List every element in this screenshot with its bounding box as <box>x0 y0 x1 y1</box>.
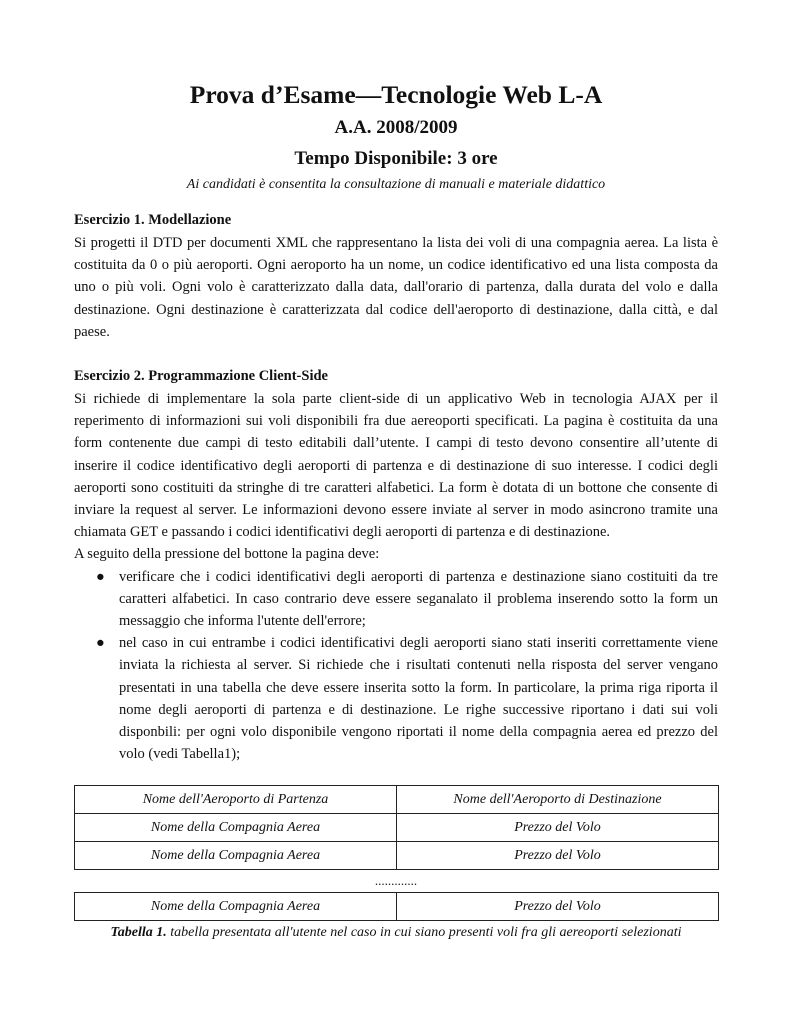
exercise-1 <box>74 209 718 343</box>
table-row <box>75 842 719 870</box>
bullet-icon: ● <box>96 635 105 652</box>
table-cell: Nome della Compagnia Aerea <box>75 814 397 842</box>
table-row <box>75 786 719 814</box>
list-item <box>74 566 718 633</box>
table-cell: Nome della Compagnia Aerea <box>75 893 397 921</box>
list-item-text: nel caso in cui entrambe i codici identificativi degli aeroporti siano stati inseriti correttamente viene inviata la richiesta al server. Si richiede che i risultati contenuti nella risposta del server vengano presentati in una tabella che deve essere inserita sotto la form. In particolare, la prima riga riporta il nome degli aeroporti di partenza e di destinazione. Le righe successive riportano i dati sui voli disponbili: per ogni volo disponibile vengono riportati il nome della compagnia aerea ed prezzo del volo (vedi Tabella1); <box>119 635 718 763</box>
consultation-note: Ai candidati è consentita la consultazione di manuali e materiale didattico <box>186 177 606 192</box>
bullet-icon: ● <box>96 568 105 585</box>
caption-text: tabella presentata all'utente nel caso in cui siano presenti voli fra gli aereoporti selezionati <box>166 925 682 941</box>
exam-document <box>74 78 718 945</box>
exercise-2-text: Si richiede di implementare la sola parte client-side di un applicativo Web in tecnologia AJAX per il reperimento di informazioni sui voli disponibili fra due aereoporti specificati. La pagina è costituita da una form contenente due campi di testo editabili dall’utente. I campi di testo devono consentire all’utente di inserire il codice identificativo degli aeroporti di partenza e di destinazione di suo interesse. I codici degli aeroporti sono costituiti da stringhe di tre caratteri alfabetici. La form è dotata di un bottone che consente di inviare la request al server. Le informazioni devono essere inviate al server in modo asincrono tramite una chiamata GET e passando i codici identificativi degli aeroporti di partenza e di destinazione. <box>74 391 718 541</box>
table-cell: Nome dell'Aeroporto di Partenza <box>75 786 397 814</box>
table-cell: Prezzo del Volo <box>397 842 719 870</box>
time-available: Tempo Disponibile: 3 ore <box>294 148 498 169</box>
flights-table-last <box>74 892 719 921</box>
caption-label: Tabella 1. <box>110 925 167 941</box>
table-row <box>75 893 719 921</box>
table-caption <box>74 921 718 945</box>
table-ellipsis: ............. <box>374 873 418 889</box>
list-item-text: verificare che i codici identificativi degli aeroporti di partenza e destinazione siano costituiti da tre caratteri alfabetici. In caso contrario deve essere seganalato il problema inserendo sotto la form un messaggio che informa l'utente dell'errore; <box>119 568 718 630</box>
table-1 <box>74 785 718 945</box>
list-item <box>74 632 718 765</box>
table-cell: Prezzo del Volo <box>397 814 719 842</box>
academic-year: A.A. 2008/2009 <box>334 117 458 138</box>
exercise-2-list-intro: A seguito della pressione del bottone la pagina deve: <box>74 546 380 563</box>
table-cell: Nome della Compagnia Aerea <box>75 842 397 870</box>
table-cell: Prezzo del Volo <box>397 893 719 921</box>
document-title: Prova d’Esame—Tecnologie Web L-A <box>189 80 603 109</box>
table-row <box>75 814 719 842</box>
exercise-2 <box>74 365 718 765</box>
table-cell: Nome dell'Aeroporto di Destinazione <box>397 786 719 814</box>
exercise-1-text: Si progetti il DTD per documenti XML che rappresentano la lista dei voli di una compagnia aerea. La lista è costituita da 0 o più aeroporti. Ogni aeroporto ha un nome, un codice identificativo ed una lista composta da uno o più voli. Ogni volo è caratterizzato dalla data, dall'orario di partenza, dalla durata del volo e dalla destinazione. Ogni destinazione è caratterizzata dal codice dell'aeroporto di destinazione, dalla città, e dal paese. <box>74 235 718 340</box>
flights-table <box>74 785 719 870</box>
exercise-1-heading: Esercizio 1. Modellazione <box>74 212 232 228</box>
requirements-list <box>74 566 718 766</box>
exercise-2-heading: Esercizio 2. Programmazione Client-Side <box>74 368 328 385</box>
